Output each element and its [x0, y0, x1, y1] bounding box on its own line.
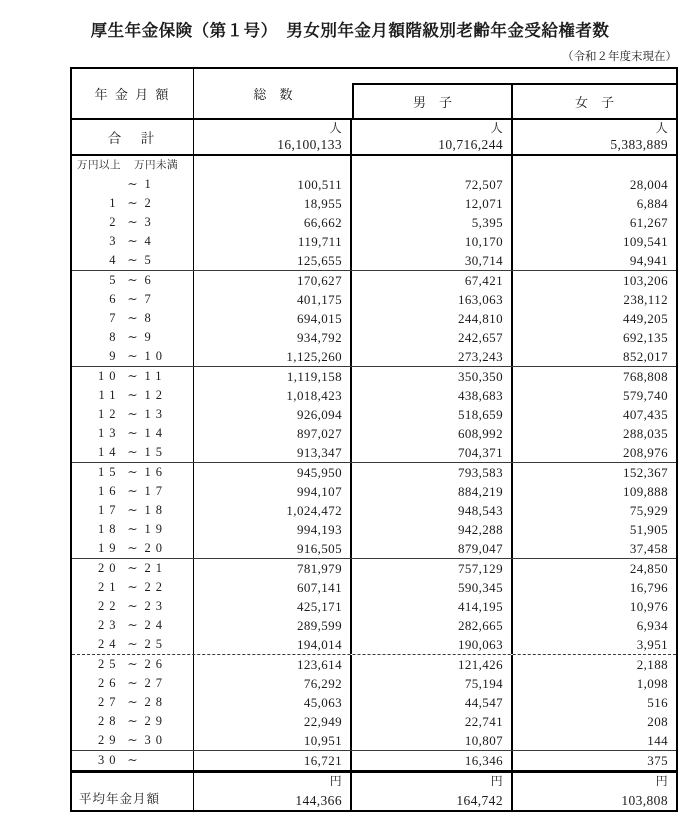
- total-value: 945,950: [194, 463, 352, 482]
- table-row: [72, 712, 676, 731]
- tilde-symbol: ∼: [127, 426, 138, 440]
- total-value: 934,792: [194, 328, 352, 347]
- range-upper-bound: 25: [144, 637, 167, 651]
- range-label: [72, 405, 194, 424]
- bracket-rows: [72, 175, 676, 770]
- table-row: [72, 655, 676, 674]
- tilde-symbol: ∼: [127, 253, 138, 267]
- male-value: 12,071: [352, 194, 513, 213]
- header-gender-box: [352, 83, 676, 118]
- table-row: [72, 443, 676, 462]
- range-lower-bound: 29: [98, 733, 121, 747]
- range-label: [72, 520, 194, 539]
- tilde-symbol: ∼: [127, 445, 138, 459]
- range-upper-bound: 24: [144, 618, 167, 632]
- range-header-label: [72, 156, 194, 175]
- female-value: 692,135: [622, 330, 668, 345]
- table-row: [72, 271, 676, 290]
- grand-total-total-cell: [194, 120, 352, 154]
- header-total-count: 総 数: [253, 87, 293, 102]
- total-value: 66,662: [194, 213, 352, 232]
- unit-yen: 円: [490, 774, 503, 788]
- female-value: 407,435: [622, 407, 668, 422]
- range-upper-bound: 23: [144, 599, 167, 613]
- total-value: 926,094: [194, 405, 352, 424]
- table-row: [72, 194, 676, 213]
- average-total-cell: [194, 773, 352, 810]
- female-value: 16,796: [629, 580, 668, 595]
- range-lower-bound: 4: [109, 253, 121, 267]
- range-upper-bound: 10: [144, 349, 167, 363]
- grand-total-female-cell: [513, 120, 676, 154]
- tilde-symbol: ∼: [127, 522, 138, 536]
- range-lower-bound: 14: [98, 445, 121, 459]
- total-value: 694,015: [194, 309, 352, 328]
- range-upper-bound: 4: [144, 234, 156, 248]
- range-label: [72, 655, 194, 674]
- grand-total-male-cell: [352, 120, 513, 154]
- range-lower-bound: 2: [109, 215, 121, 229]
- range-lower-bound: 18: [98, 522, 121, 536]
- tilde-symbol: ∼: [127, 234, 138, 248]
- range-lower-bound: 24: [98, 637, 121, 651]
- range-upper-bound: 18: [144, 503, 167, 517]
- male-value: 590,345: [352, 578, 513, 597]
- average-row: [72, 770, 676, 810]
- female-value: 28,004: [629, 177, 668, 192]
- male-value: 942,288: [352, 520, 513, 539]
- female-value: 768,808: [622, 369, 668, 384]
- range-label: [72, 290, 194, 309]
- table-row: [72, 347, 676, 366]
- unit-person: 人: [329, 121, 342, 135]
- range-upper-bound: 3: [144, 215, 156, 229]
- average-male-value: 164,742: [456, 793, 503, 808]
- female-value: 10,976: [629, 599, 668, 614]
- male-value: 518,659: [352, 405, 513, 424]
- female-value: 288,035: [622, 426, 668, 441]
- female-value: 375: [647, 753, 668, 768]
- range-header-lower: 万円以上: [77, 160, 121, 171]
- male-value: 704,371: [352, 443, 513, 462]
- female-value: 1,098: [636, 676, 668, 691]
- document-sheet: [70, 48, 678, 812]
- total-value: 1,018,423: [194, 386, 352, 405]
- range-label: [72, 309, 194, 328]
- range-upper-bound: 5: [144, 253, 156, 267]
- total-value: 16,721: [194, 751, 352, 770]
- tilde-symbol: ∼: [127, 330, 138, 344]
- row-group: [72, 271, 676, 367]
- male-value: 948,543: [352, 501, 513, 520]
- male-value: 10,807: [352, 731, 513, 750]
- range-upper-bound: 29: [144, 714, 167, 728]
- average-row-label: 平均年金月額: [72, 773, 194, 810]
- tilde-symbol: ∼: [127, 733, 138, 747]
- range-lower-bound: 15: [98, 465, 121, 479]
- range-lower-bound: 11: [98, 388, 121, 402]
- range-upper-bound: 27: [144, 676, 167, 690]
- male-value: 44,547: [352, 693, 513, 712]
- male-value: 438,683: [352, 386, 513, 405]
- range-header-upper: 万円未満: [134, 160, 178, 171]
- empty-cell: [194, 156, 352, 175]
- range-lower-bound: 27: [98, 695, 121, 709]
- table-row: [72, 328, 676, 347]
- male-value: 608,992: [352, 424, 513, 443]
- total-value: 123,614: [194, 655, 352, 674]
- male-value: 242,657: [352, 328, 513, 347]
- total-value: 125,655: [194, 251, 352, 270]
- range-lower-bound: 21: [98, 580, 121, 594]
- range-lower-bound: [75, 175, 121, 194]
- female-value: 449,205: [622, 311, 668, 326]
- female-value: 144: [647, 733, 668, 748]
- total-value: 119,711: [194, 232, 352, 251]
- row-group: [72, 367, 676, 463]
- range-label: [72, 347, 194, 366]
- total-value: 170,627: [194, 271, 352, 290]
- empty-cell: [352, 156, 513, 175]
- male-value: 67,421: [352, 271, 513, 290]
- range-label: [72, 674, 194, 693]
- range-upper-bound: 11: [144, 369, 167, 383]
- tilde-symbol: ∼: [127, 407, 138, 421]
- range-lower-bound: 9: [109, 349, 121, 363]
- male-value: 163,063: [352, 290, 513, 309]
- total-value: 607,141: [194, 578, 352, 597]
- unit-yen: 円: [329, 774, 342, 788]
- table-row: [72, 635, 676, 654]
- range-label: [72, 731, 194, 750]
- range-upper-bound: 28: [144, 695, 167, 709]
- male-value: 30,714: [352, 251, 513, 270]
- range-upper-bound: 16: [144, 465, 167, 479]
- male-value: 282,665: [352, 616, 513, 635]
- average-total-value: 144,366: [295, 793, 342, 808]
- range-lower-bound: 6: [109, 292, 121, 306]
- range-upper-bound: 30: [144, 733, 167, 747]
- total-value: 22,949: [194, 712, 352, 731]
- female-value: 109,888: [622, 484, 668, 499]
- range-upper-bound: 7: [144, 292, 156, 306]
- empty-cell: [513, 156, 676, 175]
- table-row: [72, 463, 676, 482]
- range-upper-bound: 6: [144, 273, 156, 287]
- total-value: 45,063: [194, 693, 352, 712]
- female-value: 94,941: [629, 253, 668, 268]
- table-row: [72, 559, 676, 578]
- female-value: 852,017: [622, 349, 668, 364]
- range-lower-bound: 28: [98, 714, 121, 728]
- table-row: [72, 251, 676, 270]
- female-value: 6,934: [636, 618, 668, 633]
- range-lower-bound: 26: [98, 676, 121, 690]
- female-value: 75,929: [629, 503, 668, 518]
- table-row: [72, 386, 676, 405]
- total-value: 425,171: [194, 597, 352, 616]
- range-lower-bound: 16: [98, 484, 121, 498]
- table-row: [72, 597, 676, 616]
- male-value: 273,243: [352, 347, 513, 366]
- table-row: [72, 674, 676, 693]
- table-row: [72, 539, 676, 558]
- female-value: 37,458: [629, 541, 668, 556]
- range-label: [72, 443, 194, 462]
- range-upper-bound: 21: [144, 561, 167, 575]
- average-female-cell: [513, 773, 676, 810]
- row-group: [72, 463, 676, 559]
- table-row: [72, 482, 676, 501]
- male-value: 22,741: [352, 712, 513, 731]
- table-row: [72, 175, 676, 194]
- tilde-symbol: ∼: [127, 369, 138, 383]
- range-lower-bound: 19: [98, 541, 121, 555]
- table-header: [72, 69, 676, 120]
- tilde-symbol: ∼: [127, 503, 138, 517]
- range-upper-bound: 9: [144, 330, 156, 344]
- female-value: 6,884: [636, 196, 668, 211]
- range-label: [72, 712, 194, 731]
- range-upper-bound: 2: [144, 196, 156, 210]
- tilde-symbol: ∼: [127, 599, 138, 613]
- male-value: 244,810: [352, 309, 513, 328]
- total-value: 994,193: [194, 520, 352, 539]
- total-value: 10,951: [194, 731, 352, 750]
- row-group: [72, 559, 676, 655]
- range-label: [72, 367, 194, 386]
- range-upper-bound: 12: [144, 388, 167, 402]
- tilde-symbol: ∼: [127, 311, 138, 325]
- tilde-symbol: ∼: [127, 676, 138, 690]
- header-pension-month-amount: 年 金 月 額: [72, 69, 194, 118]
- range-upper-bound: 20: [144, 541, 167, 555]
- tilde-symbol: ∼: [127, 580, 138, 594]
- header-male: 男 子: [354, 85, 513, 118]
- total-value: 100,511: [194, 175, 352, 194]
- range-lower-bound: 5: [109, 273, 121, 287]
- row-group: [72, 175, 676, 271]
- range-label: [72, 194, 194, 213]
- unit-yen: 円: [655, 774, 668, 788]
- row-group: [72, 655, 676, 751]
- table-row: [72, 616, 676, 635]
- male-value: 16,346: [352, 751, 513, 770]
- grand-total-total-value: 16,100,133: [277, 137, 342, 152]
- average-male-cell: [352, 773, 513, 810]
- tilde-symbol: ∼: [127, 695, 138, 709]
- unit-person: 人: [490, 121, 503, 135]
- total-value: 289,599: [194, 616, 352, 635]
- table-row: [72, 367, 676, 386]
- range-lower-bound: 7: [109, 311, 121, 325]
- grand-total-label: 合 計: [72, 120, 194, 154]
- female-value: 61,267: [629, 215, 668, 230]
- range-label: [72, 616, 194, 635]
- range-lower-bound: 10: [98, 369, 121, 383]
- range-label: [72, 501, 194, 520]
- range-label: [72, 597, 194, 616]
- male-value: 75,194: [352, 674, 513, 693]
- range-label: [72, 271, 194, 290]
- tilde-symbol: ∼: [127, 388, 138, 402]
- range-label: [72, 559, 194, 578]
- range-lower-bound: 20: [98, 561, 121, 575]
- table-row: [72, 578, 676, 597]
- range-label: [72, 463, 194, 482]
- range-label: [72, 213, 194, 232]
- range-lower-bound: 22: [98, 599, 121, 613]
- tilde-symbol: ∼: [127, 196, 138, 210]
- row-group: [72, 751, 676, 770]
- range-upper-bound: 1: [144, 177, 156, 191]
- female-value: 109,541: [622, 234, 668, 249]
- male-value: 121,426: [352, 655, 513, 674]
- range-lower-bound: 23: [98, 618, 121, 632]
- range-upper-bound: 8: [144, 311, 156, 325]
- total-value: 781,979: [194, 559, 352, 578]
- tilde-symbol: ∼: [127, 618, 138, 632]
- range-label: [72, 539, 194, 558]
- table-row: [72, 213, 676, 232]
- tilde-symbol: ∼: [127, 561, 138, 575]
- range-label: [72, 635, 194, 654]
- table-row: [72, 501, 676, 520]
- grand-total-male-value: 10,716,244: [438, 137, 503, 152]
- male-value: 72,507: [352, 175, 513, 194]
- unit-person: 人: [655, 121, 668, 135]
- range-label: [72, 578, 194, 597]
- tilde-symbol: ∼: [127, 177, 138, 191]
- male-value: 793,583: [352, 463, 513, 482]
- range-label: [72, 751, 194, 770]
- range-label: [72, 424, 194, 443]
- range-header-row: [72, 156, 676, 175]
- total-value: 994,107: [194, 482, 352, 501]
- total-value: 913,347: [194, 443, 352, 462]
- range-upper-bound: 13: [144, 407, 167, 421]
- range-lower-bound: 30: [98, 753, 121, 767]
- total-value: 1,119,158: [194, 367, 352, 386]
- tilde-symbol: ∼: [127, 215, 138, 229]
- range-label: [72, 251, 194, 270]
- range-upper-bound: 15: [144, 445, 167, 459]
- range-upper-bound: 14: [144, 426, 167, 440]
- range-label: [72, 232, 194, 251]
- total-value: 18,955: [194, 194, 352, 213]
- table-row: [72, 693, 676, 712]
- female-value: 3,951: [636, 637, 668, 652]
- header-female: 女 子: [574, 95, 614, 110]
- tilde-symbol: ∼: [127, 637, 138, 651]
- male-value: 10,170: [352, 232, 513, 251]
- range-upper-bound: 19: [144, 522, 167, 536]
- average-female-value: 103,808: [621, 793, 668, 808]
- range-upper-bound: 22: [144, 580, 167, 594]
- grand-total-female-value: 5,383,889: [610, 137, 668, 152]
- table-row: [72, 290, 676, 309]
- as-of-date-label: （令和２年度末現在）: [562, 51, 677, 63]
- female-value: 51,905: [629, 522, 668, 537]
- female-value: 2,188: [636, 657, 668, 672]
- range-lower-bound: 12: [98, 407, 121, 421]
- total-value: 916,505: [194, 539, 352, 558]
- total-value: 194,014: [194, 635, 352, 654]
- table-row: [72, 405, 676, 424]
- range-label: [72, 482, 194, 501]
- tilde-symbol: ∼: [127, 465, 138, 479]
- range-lower-bound: 1: [109, 196, 121, 210]
- range-label: [72, 328, 194, 347]
- table-row: [72, 751, 676, 770]
- male-value: 414,195: [352, 597, 513, 616]
- tilde-symbol: ∼: [127, 714, 138, 728]
- range-upper-bound: 26: [144, 657, 167, 671]
- range-label: [72, 386, 194, 405]
- female-value: 208: [647, 714, 668, 729]
- range-lower-bound: 8: [109, 330, 121, 344]
- table-row: [72, 731, 676, 750]
- male-value: 879,047: [352, 539, 513, 558]
- table-row: [72, 520, 676, 539]
- tilde-symbol: ∼: [127, 349, 138, 363]
- tilde-symbol: ∼: [127, 657, 138, 671]
- tilde-symbol: ∼: [127, 292, 138, 306]
- table-row: [72, 424, 676, 443]
- range-lower-bound: 17: [98, 503, 121, 517]
- male-value: 884,219: [352, 482, 513, 501]
- total-value: 401,175: [194, 290, 352, 309]
- female-value: 152,367: [622, 465, 668, 480]
- female-value: 238,112: [623, 292, 668, 307]
- pension-statistics-table: [70, 67, 678, 812]
- range-lower-bound: 3: [109, 234, 121, 248]
- total-value: 897,027: [194, 424, 352, 443]
- range-label: [72, 175, 194, 194]
- grand-total-row: [72, 120, 676, 156]
- male-value: 350,350: [352, 367, 513, 386]
- female-value: 579,740: [622, 388, 668, 403]
- male-value: 5,395: [352, 213, 513, 232]
- male-value: 757,129: [352, 559, 513, 578]
- tilde-symbol: ∼: [127, 484, 138, 498]
- table-row: [72, 232, 676, 251]
- range-lower-bound: 13: [98, 426, 121, 440]
- page-title: 厚生年金保険（第１号） 男女別年金月額階級別老齢年金受給権者数: [90, 21, 610, 40]
- range-lower-bound: 25: [98, 657, 121, 671]
- range-label: [72, 693, 194, 712]
- tilde-symbol: ∼: [127, 273, 138, 287]
- total-value: 1,125,260: [194, 347, 352, 366]
- tilde-symbol: ∼: [127, 541, 138, 555]
- female-value: 24,850: [629, 561, 668, 576]
- total-value: 1,024,472: [194, 501, 352, 520]
- tilde-symbol: ∼: [127, 753, 138, 767]
- total-value: 76,292: [194, 674, 352, 693]
- male-value: 190,063: [352, 635, 513, 654]
- table-row: [72, 309, 676, 328]
- range-upper-bound: [145, 751, 191, 770]
- female-value: 516: [647, 695, 668, 710]
- range-upper-bound: 17: [144, 484, 167, 498]
- female-value: 208,976: [622, 445, 668, 460]
- female-value: 103,206: [622, 273, 668, 288]
